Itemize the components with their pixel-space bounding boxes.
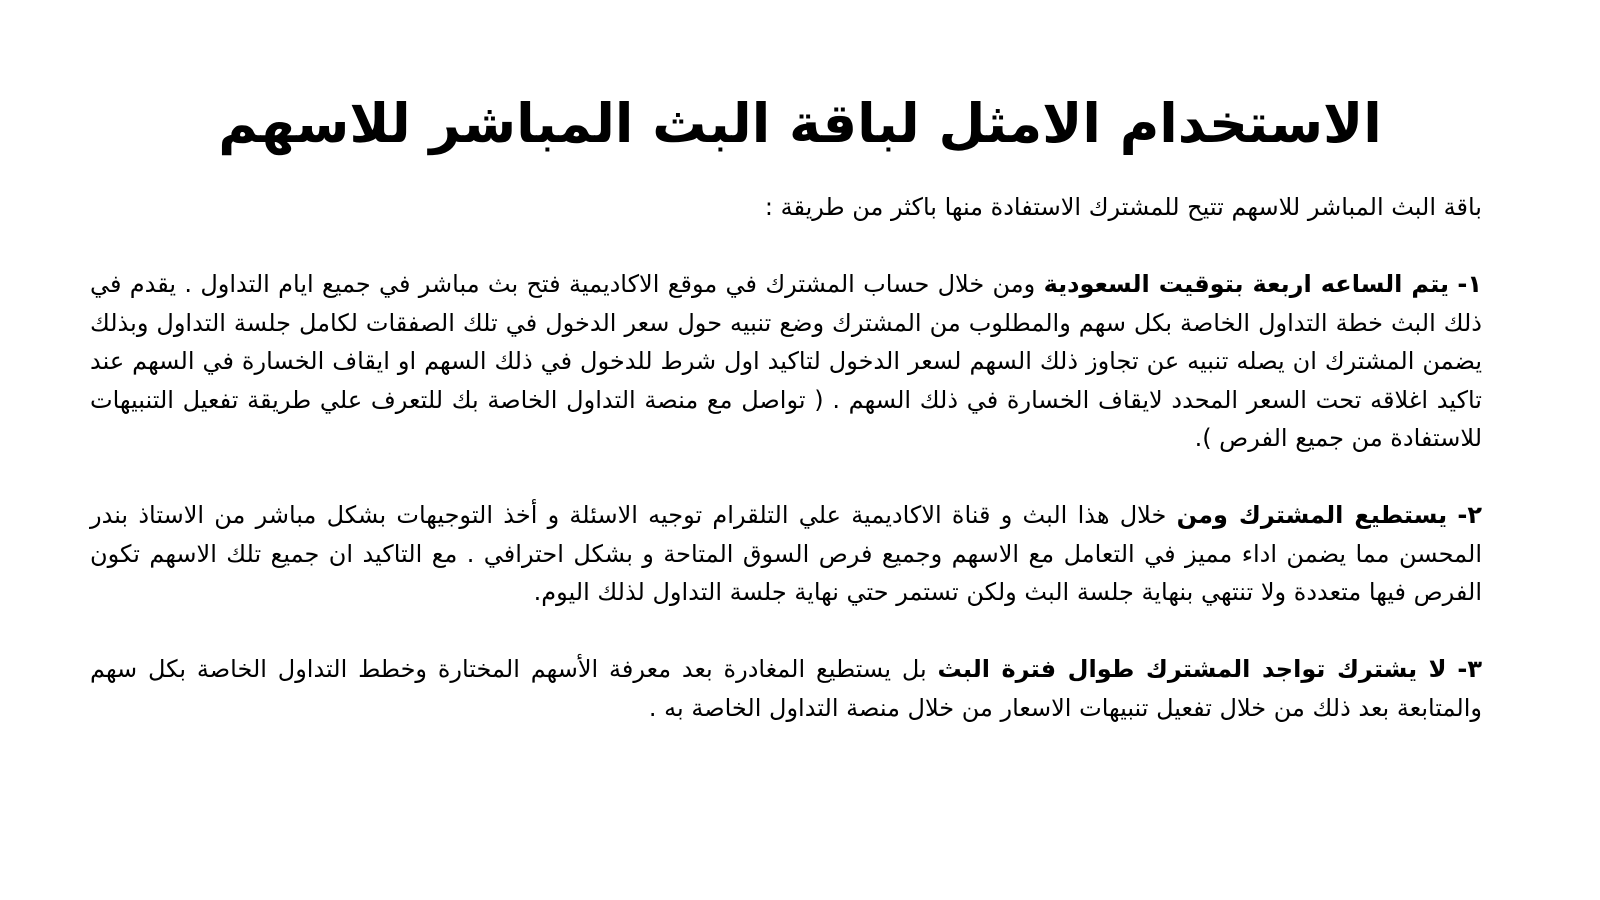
item-2-number: ٢- bbox=[1457, 501, 1482, 529]
item-2-bold-text: يستطيع المشترك ومن bbox=[1176, 501, 1448, 529]
item-2-text: خلال هذا البث و قناة الاكاديمية علي التلقرام توجيه الاسئلة و أخذ التوجيهات بشكل مباشر من الاستاذ بندر المحسن مما يضمن اداء مميز في التعامل مع الاسهم وجميع فرص السوق المتاحة و بشكل احترافي . مع التاكيد ان جميع تلك الاسهم تكون الفرص فيها متعددة ولا تنتهي بنهاية جلسة البث ولكن تستمر حتي نهاية جلسة التداول لذلك اليوم. bbox=[90, 501, 1482, 606]
list-item-3 bbox=[90, 650, 1482, 727]
item-3-bold-text: لا يشترك تواجد المشترك طوال فترة البث bbox=[937, 655, 1447, 683]
list-item-2 bbox=[90, 496, 1482, 612]
item-1-text: ومن خلال حساب المشترك في موقع الاكاديمية فتح بث مباشر في جميع ايام التداول . يقدم في ذلك البث خطة التداول الخاصة بكل سهم والمطلوب من المشترك وضع تنبيه حول سعر الدخول في تلك الصفقات لكامل جلسة التداول وبذلك يضمن المشترك ان يصله تنبيه عن تجاوز ذلك السهم لسعر الدخول لتاكيد اول شرط للدخول في ذلك السهم او ايقاف الخسارة في السهم عند تاكيد اغلاقه تحت السعر المحدد لايقاف الخسارة في ذلك السهم . ( تواصل مع منصة التداول الخاصة بك للتعرف علي طريقة تفعيل التنبيهات للاستفادة من جميع الفرص ). bbox=[90, 270, 1482, 452]
page-title: الاستخدام الامثل لباقة البث المباشر للاسهم bbox=[218, 92, 1382, 155]
intro-paragraph: باقة البث المباشر للاسهم تتيح للمشترك الاستفادة منها باكثر من طريقة : bbox=[764, 193, 1482, 221]
item-3-text: بل يستطيع المغادرة بعد معرفة الأسهم المختارة وخطط التداول الخاصة بكل سهم والمتابعة بعد ذلك من خلال تفعيل تنبيهات الاسعار من خلال منصة التداول الخاصة به . bbox=[90, 655, 1482, 722]
body-text bbox=[90, 188, 1482, 727]
list-item-1 bbox=[90, 265, 1482, 458]
item-3-number: ٣- bbox=[1457, 655, 1482, 683]
item-1-bold-text: يتم الساعه اربعة بتوقيت السعودية bbox=[1043, 270, 1450, 298]
item-1-number: ١- bbox=[1457, 270, 1482, 298]
